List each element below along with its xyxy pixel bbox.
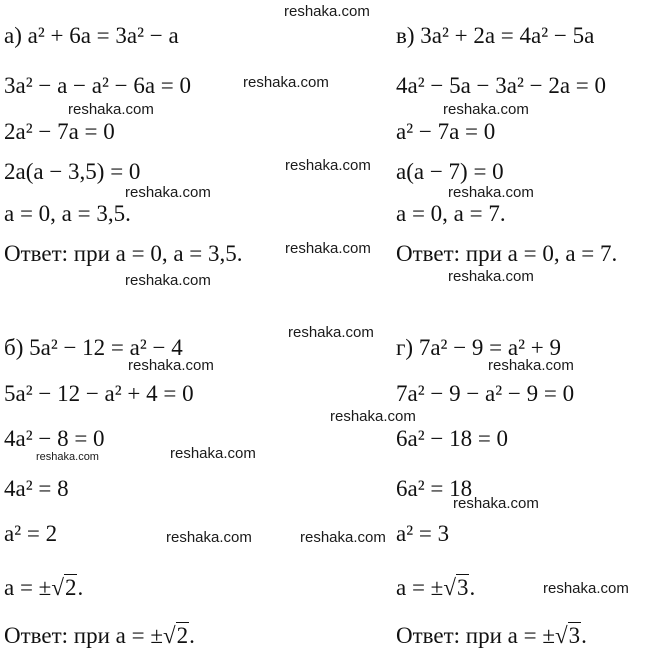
watermark: reshaka.com (125, 184, 211, 201)
watermark: reshaka.com (330, 408, 416, 425)
problem-g-step-4: a² = 3 (396, 521, 450, 546)
watermark: reshaka.com (128, 357, 214, 374)
watermark: reshaka.com (543, 580, 629, 597)
problem-b-step-3: 4a² = 8 (4, 476, 69, 501)
problem-v-equation: в) 3a² + 2a = 4a² − 5a (396, 23, 595, 48)
watermark: reshaka.com (285, 157, 371, 174)
problem-b-answer (4, 622, 195, 650)
watermark: reshaka.com (243, 74, 329, 91)
problem-g-equation: г) 7a² − 9 = a² + 9 (396, 335, 561, 360)
problem-g-roots-radicand: 3 (456, 575, 469, 600)
watermark: reshaka.com (125, 272, 211, 289)
problem-v-roots: a = 0, a = 7. (396, 201, 506, 226)
problem-b-step-2: 4a² − 8 = 0 (4, 426, 105, 451)
sqrt-symbol: √2 (162, 623, 189, 648)
watermark: reshaka.com (448, 184, 534, 201)
problem-b-answer-prefix: Ответ: при a = ± (4, 623, 163, 648)
problem-a-step-1: 3a² − a − a² − 6a = 0 (4, 73, 192, 98)
problem-b-equation: б) 5a² − 12 = a² − 4 (4, 335, 183, 360)
problem-b-answer-radicand: 2 (176, 623, 189, 648)
problem-b-roots (4, 574, 83, 602)
watermark: reshaka.com (68, 101, 154, 118)
problem-g-roots (396, 574, 475, 602)
watermark: reshaka.com (443, 101, 529, 118)
sqrt-symbol: √3 (554, 623, 581, 648)
watermark: reshaka.com (300, 529, 386, 546)
problem-g-answer-suffix: . (581, 623, 587, 648)
problem-g-answer-radicand: 3 (568, 623, 581, 648)
problem-g-answer (396, 622, 587, 650)
problem-g-step-1: 7a² − 9 − a² − 9 = 0 (396, 381, 575, 406)
sqrt-symbol: √2 (51, 575, 77, 600)
problem-b-roots-suffix: . (77, 575, 84, 600)
problem-v-step-3: a(a − 7) = 0 (396, 159, 504, 184)
problem-g-roots-suffix: . (469, 575, 476, 600)
watermark: reshaka.com (36, 451, 99, 463)
watermark: reshaka.com (288, 324, 374, 341)
watermark: reshaka.com (170, 445, 256, 462)
problem-v-step-2: a² − 7a = 0 (396, 119, 496, 144)
watermark: reshaka.com (488, 357, 574, 374)
problem-g-step-2: 6a² − 18 = 0 (396, 426, 509, 451)
watermark: reshaka.com (448, 268, 534, 285)
sqrt-symbol: √3 (443, 575, 469, 600)
problem-g-step-3: 6a² = 18 (396, 476, 473, 501)
problem-b-roots-prefix: a = ± (4, 575, 52, 600)
problem-v-answer: Ответ: при a = 0, a = 7. (396, 241, 618, 266)
problem-g-answer-prefix: Ответ: при a = ± (396, 623, 555, 648)
problem-b-step-1: 5a² − 12 − a² + 4 = 0 (4, 381, 194, 406)
problem-a-answer: Ответ: при a = 0, a = 3,5. (4, 241, 243, 266)
watermark: reshaka.com (285, 240, 371, 257)
problem-g-roots-prefix: a = ± (396, 575, 444, 600)
problem-b-step-4: a² = 2 (4, 521, 58, 546)
problem-v-step-1: 4a² − 5a − 3a² − 2a = 0 (396, 73, 607, 98)
watermark: reshaka.com (284, 3, 370, 20)
problem-b-roots-radicand: 2 (64, 575, 77, 600)
problem-b-answer-suffix: . (189, 623, 195, 648)
problem-a-equation: а) a² + 6a = 3a² − a (4, 23, 179, 48)
problem-a-step-3: 2a(a − 3,5) = 0 (4, 159, 141, 184)
watermark: reshaka.com (453, 495, 539, 512)
problem-a-roots: a = 0, a = 3,5. (4, 201, 131, 226)
problem-a-step-2: 2a² − 7a = 0 (4, 119, 115, 144)
watermark: reshaka.com (166, 529, 252, 546)
